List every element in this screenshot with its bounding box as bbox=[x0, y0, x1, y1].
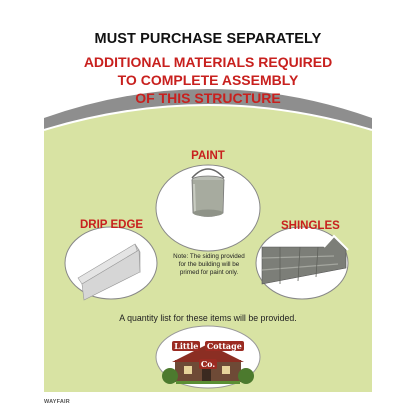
page-title: MUST PURCHASE SEPARATELY bbox=[94, 31, 322, 47]
drip-edge-oval bbox=[65, 227, 157, 300]
subtitle-line-3: OF THIS STRUCTURE bbox=[135, 90, 281, 106]
drip-edge-label: DRIP EDGE bbox=[80, 219, 144, 231]
wayfair-brand: WAYFAIR bbox=[44, 399, 70, 405]
subtitle-line-2: TO COMPLETE ASSEMBLY bbox=[117, 72, 299, 88]
logo-text bbox=[168, 336, 248, 372]
paint-note: Note: The siding provided for the building will be primed for paint only. bbox=[173, 253, 245, 276]
logo-word-co: Co. bbox=[200, 359, 216, 369]
subtitle-line-1: ADDITIONAL MATERIALS REQUIRED bbox=[83, 54, 333, 70]
quantity-note: A quantity list for these items will be provided. bbox=[119, 313, 297, 323]
shingles-label: SHINGLES bbox=[281, 220, 340, 232]
shingles-oval bbox=[256, 227, 348, 299]
paint-label: PAINT bbox=[191, 150, 225, 162]
logo-word-little: Little bbox=[174, 341, 199, 351]
paint-oval bbox=[156, 165, 260, 251]
logo-word-cottage: Cottage bbox=[206, 341, 242, 351]
